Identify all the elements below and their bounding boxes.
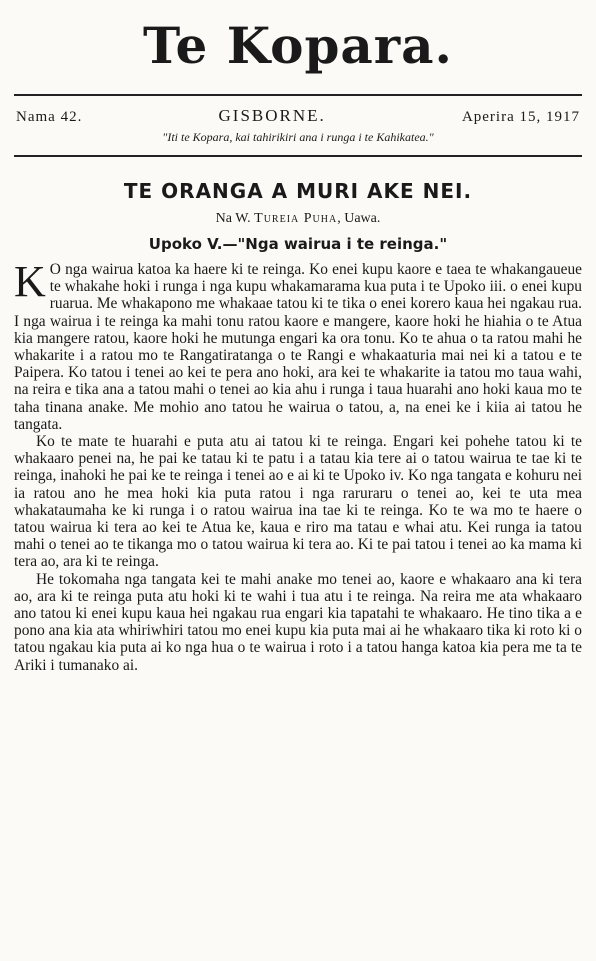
issue-number: Nama 42. <box>16 109 83 125</box>
author-name: Tureia Puha <box>254 211 338 226</box>
paragraph: He tokomaha nga tangata kei te mahi anake mo tenei ao, kaore e whakaaro ana ki tera ao, ara ki te reinga puta atu hoki ki te wahi i tua atu i te reinga. Na reira me ata whakaaro ano tatou ki enei kupu kaua hei ngakau rua engari kia tapatahi te whakaaro. He tino tika a e pono ana kia ata whiriwhiri tatou mo enei kupu kia puta mai ai he whakaaro tika ki roto ki o tatou ngakau kia puta ai ko nga hua o te wairua i roto i a tatou hanga katoa kia pera me ta te Ariki i tumanako ai. <box>14 570 582 674</box>
masthead-title: Te Kopara. <box>143 16 453 75</box>
header-rule-bottom <box>14 155 582 157</box>
byline-suffix: , Uawa. <box>337 211 381 226</box>
chapter-heading: Upoko V.—"Nga wairua i te reinga." <box>148 235 448 253</box>
paragraph: Ko te mate te huarahi e puta atu ai tatou ki te reinga. Engari kei pohehe tatou ki te whakaaro penei na, he pai ke tatau ki te patu i a tatau kia tere ai o tatou wairua te tae ki te reinga, inahoki he pai ke te reinga i tenei ao e ai ki te Upoko iv. Ko nga tangata e kohuru nei ia ratou ano he mea hoki kia puta ratou i nga raruraru o tenei ao, kei te uta mea whakataumaha ke ki runga i o ratou wairua ina tae ki te reinga. Ko te wa mo te haere o tatou wairua ki tera ao kei te Atua ke, kaua e riro ma tatau e whai atu. Kei runga ia tatou mahi o tenei ao te tikanga mo o tatou wairua ki tera ao. Ki te pai tatou i tenei ao ka mama ki tera ao, ara ki te reinga. <box>14 433 582 571</box>
article-byline <box>14 211 582 227</box>
paragraph <box>14 257 582 433</box>
drop-cap: K <box>14 257 46 306</box>
paragraph-text: O nga wairua katoa ka haere ki te reinga. Ko enei kupu kaore e taea te whakangaueue te whakahe hoki i runga i nga kupu whakamarama kua puta i te Upoko iii. o enei kupu ruarua. Me whakapono me whakaae tatou ki te tika o enei korero kaua hei ngakau rua. I nga wairua i te reinga ka mahi tonu ratou kaore e mangere, kaore hoki he hiahia o te Atua kia mangere ratou, kaore hoki he mutunga engari ka ora tonu. Ko te ahua o ta ratou mahi he whakarite i a ratou mo te Rangatiratanga o te Rangi e whakaaturia mai nei ki a tatou e te Paipera. Ko tatou i tenei ao kei te pera ano hoki, ara kei te whakarite ia tatou mo taua wahi, na reira e tika ana a tatou mahi o tenei ao kia ahu i runga i taua huarahi ano hoki kaua mo te taha tinana anake. Me mohio ano tatou he wairua o tatou, a, na enei ke i kiia ai tatou he tangata. <box>14 261 582 433</box>
dateline <box>14 96 582 126</box>
article-title: TE ORANGA A MURI AKE NEI. <box>123 179 473 203</box>
byline-prefix: Na W. <box>215 211 255 226</box>
article-body <box>14 257 582 674</box>
issue-date: Aperira 15, 1917 <box>461 109 580 125</box>
motto: "Iti te Kopara, kai tahirikiri ana i runga i te Kahikatea." <box>162 130 434 144</box>
place-name: GISBORNE. <box>218 106 326 125</box>
